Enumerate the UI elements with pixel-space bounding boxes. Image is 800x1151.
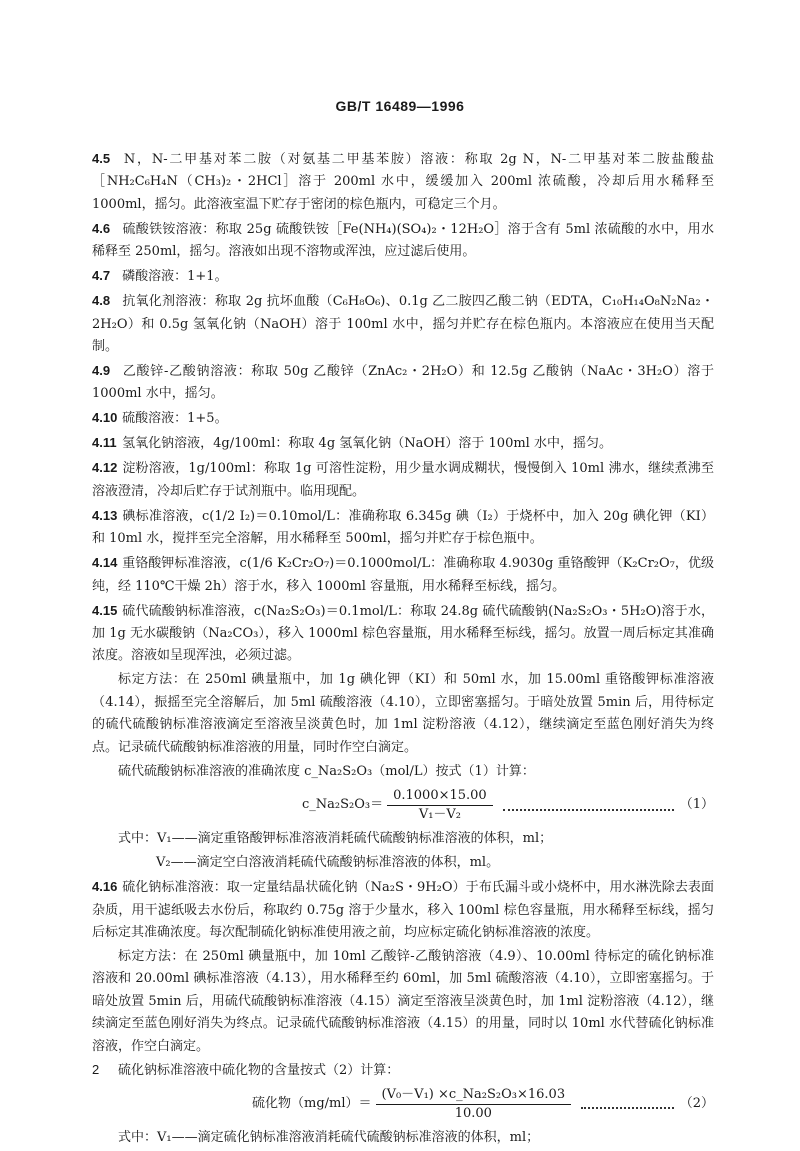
item-number: 4.10 — [92, 410, 118, 426]
item-number: 4.15 — [92, 602, 118, 618]
eq1-denominator: V₁－V₂ — [418, 807, 462, 823]
eq1-numerator: 0.1000×15.00 — [387, 787, 493, 806]
item-number: 4.16 — [92, 879, 118, 895]
item-text: N，N-二甲基对苯二胺（对氨基二甲基苯胺）溶液：称取 2g N，N-二甲基对苯二胺盐酸盐［NH₂C₆H₄N（CH₃)₂・2HCl］溶于 200ml 水中，缓缓加入 200ml 浓硫酸，冷却后用水稀释至 1000ml，摇匀。此溶液室温下贮存于密闭的棕色瓶内，可稳定三个月。 — [92, 152, 714, 212]
page-number: 2 — [92, 1062, 100, 1077]
item-4-5 — [92, 148, 714, 216]
item-4-15 — [92, 600, 714, 668]
where-prefix: 式中： — [118, 1129, 158, 1145]
item-number: 4.7 — [92, 268, 111, 284]
item-number: 4.14 — [92, 555, 118, 571]
concentration-intro: 硫代硫酸钠标准溶液的准确浓度 c_Na₂S₂O₃（mol/L）按式（1）计算： — [118, 763, 535, 779]
item-4-9 — [92, 360, 714, 406]
item-text: 硫代硫酸钠标准溶液，c(Na₂S₂O₃)＝0.1mol/L：称取 24.8g 硫代硫酸钠(Na₂S₂O₃・5H₂O)溶于水，加 1g 无水碳酸钠（Na₂CO₃），移入 1000ml 棕色容量瓶，用水稀释至标线，摇匀。放置一周后标定其准确浓度。溶液如呈现浑浊，必须过滤。 — [92, 603, 714, 664]
item-text: 淀粉溶液，1g/100ml：称取 1g 可溶性淀粉，用少量水调成糊状，慢慢倒入 10ml 沸水，继续煮沸至溶液澄清，冷却后贮存于试剂瓶中。临用现配。 — [92, 461, 714, 499]
item-number: 4.12 — [92, 460, 118, 476]
item-text: 硫化钠标准溶液：取一定量结晶状硫化钠（Na₂S・9H₂O）于布氏漏斗或小烧杯中，用水淋洗除去表面杂质，用干滤纸吸去水份后，称取约 0.75g 溶于少量水，移入 100ml 棕色容量瓶，用水稀释至标线，摇匀后标定其准确浓度。每次配制硫化钠标准使用液之前，均应标定硫化钠标准溶液的浓度。 — [92, 880, 714, 940]
document-body — [92, 148, 714, 1151]
item-4-10 — [92, 407, 714, 430]
item-text: 乙酸锌-乙酸钠溶液：称取 50g 乙酸锌（ZnAc₂・2H₂O）和 12.5g 乙酸钠（NaAc・3H₂O）溶于 1000ml 水中，摇匀。 — [92, 364, 714, 402]
eq2-fraction — [376, 1086, 572, 1123]
where-v1: V₁——滴定硫化钠标准溶液消耗硫代硫酸钠标准溶液的体积，ml； — [157, 1129, 540, 1145]
equation-2 — [92, 1086, 714, 1123]
eq1-where-v2: V₂——滴定空白溶液消耗硫代硫酸钠标准溶液的体积，ml。 — [156, 855, 500, 871]
eq1-where-v1 — [92, 828, 714, 850]
eq2-lhs: 硫化物（mg/ml）＝ — [252, 1096, 372, 1112]
eq2-denominator: 10.00 — [454, 1105, 492, 1121]
eq2-numerator: (V₀－V₁) ×c_Na₂S₂O₃×16.03 — [376, 1086, 572, 1105]
sulfide-calc-intro: 硫化钠标准溶液中硫化物的含量按式（2）计算： — [118, 1062, 400, 1078]
leader-dots — [503, 801, 674, 811]
item-4-14 — [92, 552, 714, 598]
item-text: 磷酸溶液：1+1。 — [122, 269, 228, 285]
item-4-13 — [92, 505, 714, 551]
eq1-fraction — [387, 787, 493, 824]
eq1-lhs: c_Na₂S₂O₃＝ — [302, 797, 384, 813]
item-text: 碘标准溶液，c(1/2 I₂)＝0.10mol/L：准确称取 6.345g 碘（I₂）于烧杯中，加入 20g 碘化钾（KI）和 10ml 水，搅拌至完全溶解，用水稀释至 500ml，摇匀并贮存于棕色瓶中。 — [92, 508, 714, 547]
eq1-number: （1） — [679, 797, 714, 813]
item-4-8 — [92, 290, 714, 358]
item-number: 4.9 — [92, 363, 111, 379]
item-number: 4.8 — [92, 293, 111, 309]
where-prefix: 式中： — [118, 831, 158, 847]
page-header: GB/T 16489—1996 — [335, 98, 465, 114]
equation-1 — [92, 787, 714, 824]
item-number: 4.6 — [92, 220, 111, 236]
item-text: 氢氧化钠溶液，4g/100ml：称取 4g 氢氧化钠（NaOH）溶于 100ml 水中，摇匀。 — [122, 436, 612, 452]
calibration-method-4-16: 标定方法：在 250ml 碘量瓶中，加 10ml 乙酸锌-乙酸钠溶液（4.9）、10.00ml 待标定的硫化钠标准溶液和 20.00ml 碘标准溶液（4.13），用水稀释至约 60ml，加 5ml 硫酸溶液（4.10），立即密塞摇匀。于暗处放置 5min 后，用硫代硫酸钠标准溶液（4.15）滴定至溶液呈淡黄色时，加 1ml 淀粉溶液（4.12），继续滴定至蓝色刚好消失为终点。记录硫代硫酸钠标准溶液（4.15）的用量，同时以 10ml 水代替硫化钠标准溶液，作空白滴定。 — [92, 948, 714, 1054]
item-4-16 — [92, 876, 714, 944]
item-text: 抗氧化剂溶液：称取 2g 抗坏血酸（C₆H₈O₆)、0.1g 乙二胺四乙酸二钠（EDTA，C₁₀H₁₄O₈N₂Na₂・2H₂O）和 0.5g 氢氧化钠（NaOH）溶于 100ml 水中，摇匀并贮存在棕色瓶内。本溶液应在使用当天配制。 — [92, 294, 714, 355]
calibration-method-4-15: 标定方法：在 250ml 碘量瓶中，加 1g 碘化钾（KI）和 50ml 水，加 15.00ml 重铬酸钾标准溶液（4.14），振摇至完全溶解后，加 5ml 硫酸溶液（4.10），立即密塞摇匀。于暗处放置 5min 后，用待标定的硫代硫酸钠标准溶液滴定至溶液呈淡黄色时，加 1ml 淀粉溶液（4.12），继续滴定至蓝色刚好消失为终点。记录硫代硫酸钠标准溶液的用量，同时作空白滴定。 — [92, 672, 714, 755]
leader-dots — [581, 1099, 674, 1109]
item-4-6 — [92, 218, 714, 264]
eq2-where-v1 — [92, 1127, 714, 1149]
eq2-number: （2） — [679, 1096, 714, 1112]
item-4-12 — [92, 457, 714, 503]
where-v1: V₁——滴定重铬酸钾标准溶液消耗硫代硫酸钠标准溶液的体积，ml； — [157, 831, 553, 847]
item-number: 4.5 — [92, 151, 111, 166]
item-text: 硫酸溶液：1+5。 — [122, 411, 228, 427]
item-4-7 — [92, 265, 714, 288]
item-text: 硫酸铁铵溶液：称取 25g 硫酸铁铵［Fe(NH₄)(SO₄)₂・12H₂O］溶于含有 5ml 浓硫酸的水中，用水稀释至 250ml，摇匀。溶液如出现不溶物或浑浊，应过滤后使用。 — [92, 221, 714, 260]
item-number: 4.13 — [92, 507, 118, 523]
item-4-11 — [92, 432, 714, 455]
item-text: 重铬酸钾标准溶液，c(1/6 K₂Cr₂O₇)＝0.1000mol/L：准确称取 4.9030g 重铬酸钾（K₂Cr₂O₇，优级纯，经 110℃干燥 2h）溶于水，移入 1000ml 容量瓶，用水稀释至标线，摇匀。 — [92, 556, 714, 594]
item-number: 4.11 — [92, 435, 117, 451]
